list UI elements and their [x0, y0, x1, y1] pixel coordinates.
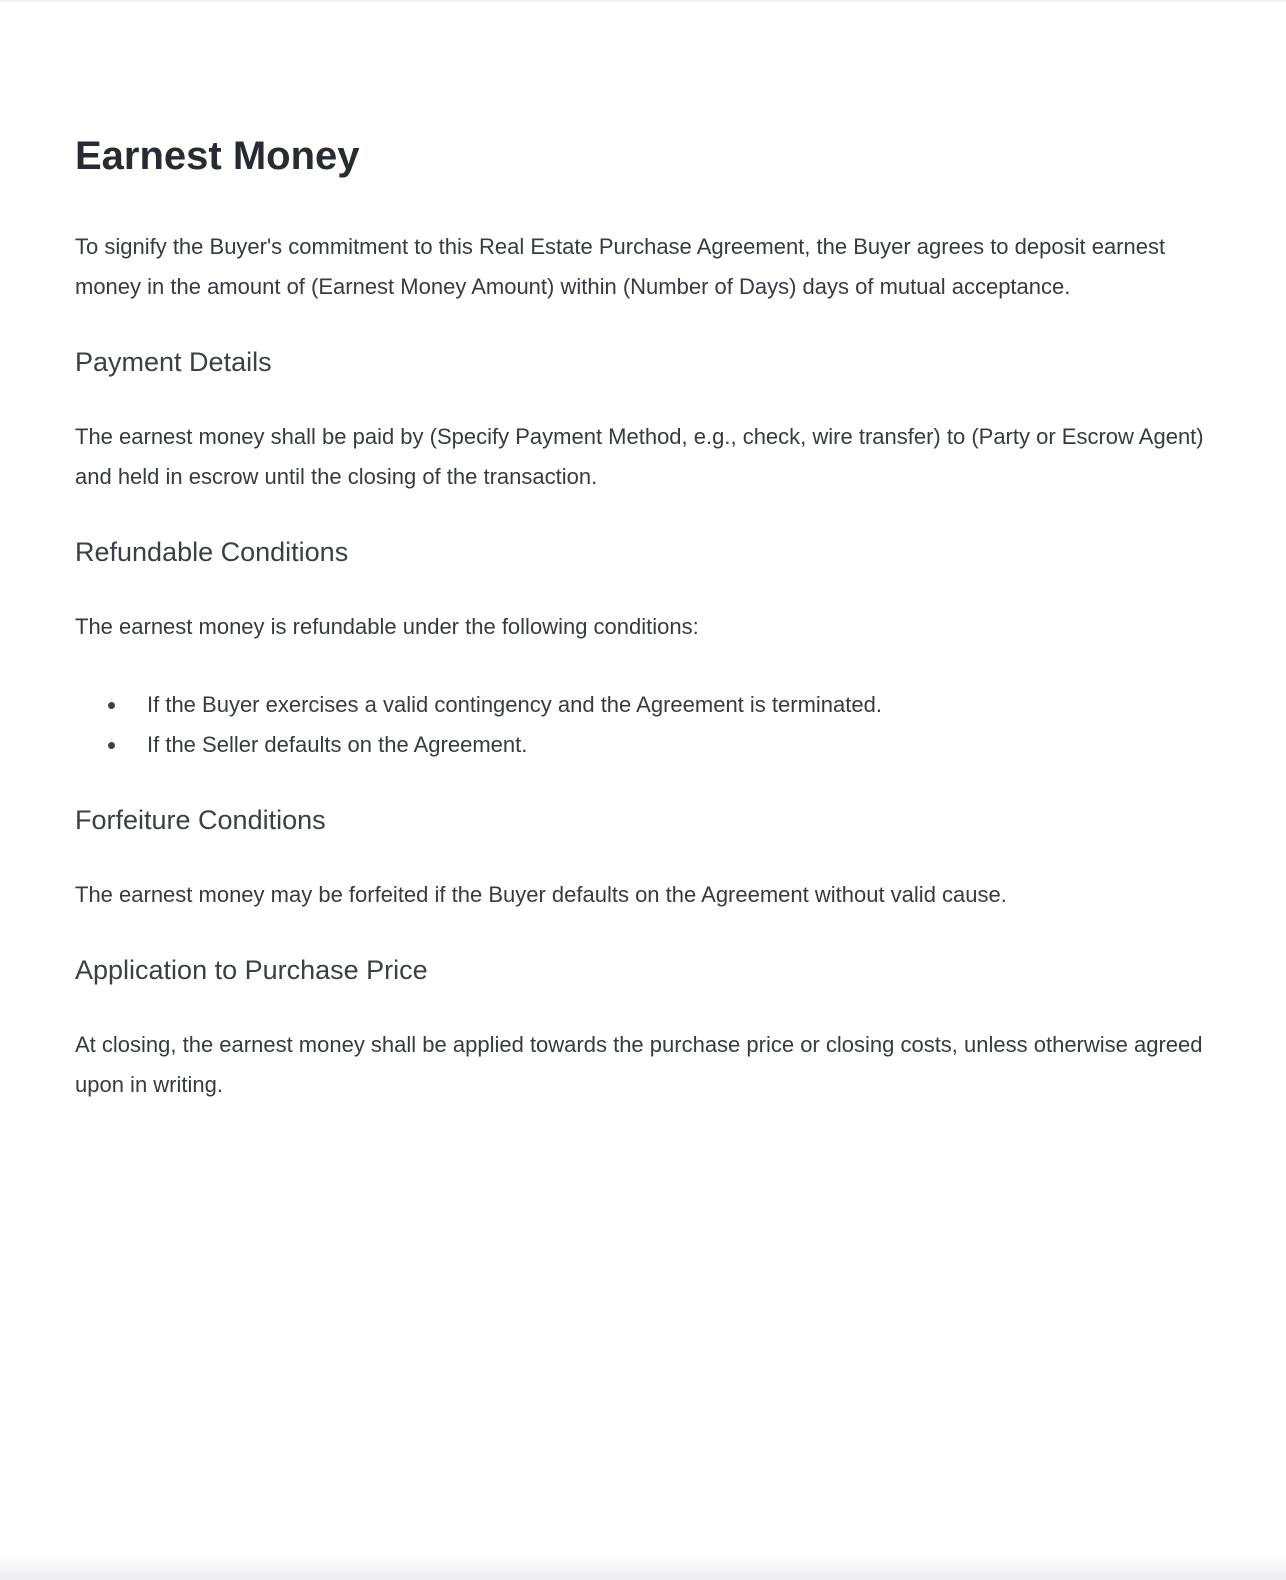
payment-details-paragraph: The earnest money shall be paid by (Specify Payment Method, e.g., check, wire transfer) to (Party or Escrow Agent) and held in escrow until the closing of the transaction. [75, 424, 1204, 489]
bullet-icon [108, 742, 115, 749]
forfeiture-conditions-paragraph: The earnest money may be forfeited if the Buyer defaults on the Agreement without valid cause. [75, 882, 1007, 907]
list-item [75, 725, 1212, 765]
list-item [75, 685, 1212, 725]
bullet-icon [108, 702, 115, 709]
section-heading-forfeiture-conditions: Forfeiture Conditions [75, 805, 326, 835]
list-item-text: If the Seller defaults on the Agreement. [147, 732, 528, 757]
section-refundable-conditions [75, 535, 1212, 765]
section-application-to-purchase-price [75, 953, 1212, 1105]
document-title: Earnest Money [75, 134, 360, 178]
list-item-text: If the Buyer exercises a valid contingency and the Agreement is terminated. [147, 692, 882, 717]
refundable-conditions-paragraph: The earnest money is refundable under the following conditions: [75, 614, 699, 639]
intro-paragraph: To signify the Buyer's commitment to this Real Estate Purchase Agreement, the Buyer agrees to deposit earnest money in the amount of (Earnest Money Amount) within (Number of Days) days of mutual acceptance. [75, 234, 1166, 299]
refundable-conditions-list [75, 685, 1212, 765]
application-to-purchase-price-paragraph: At closing, the earnest money shall be applied towards the purchase price or closing costs, unless otherwise agreed upon in writing. [75, 1032, 1203, 1097]
section-heading-payment-details: Payment Details [75, 347, 272, 377]
section-forfeiture-conditions [75, 803, 1212, 915]
section-payment-details [75, 345, 1212, 497]
section-heading-refundable-conditions: Refundable Conditions [75, 537, 349, 567]
page-bottom-fade [0, 1554, 1286, 1580]
section-heading-application-to-purchase-price: Application to Purchase Price [75, 955, 428, 985]
page-top-edge [0, 0, 1286, 3]
